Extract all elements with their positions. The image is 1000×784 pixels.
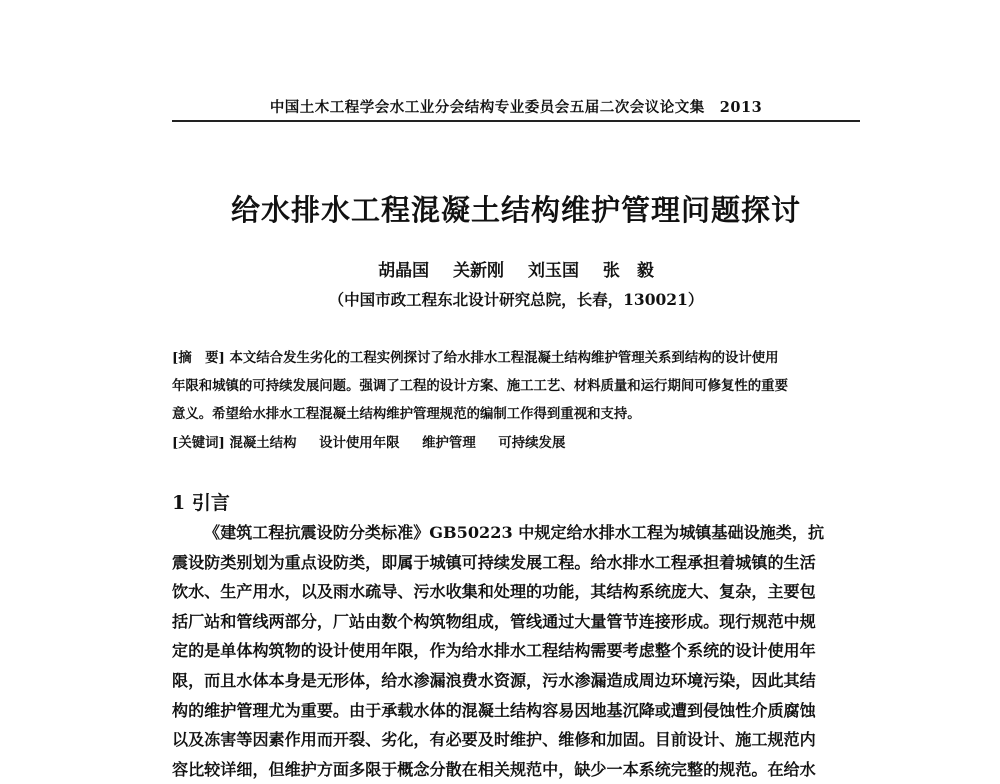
body-line: 饮水、生产用水，以及雨水疏导、污水收集和处理的功能，其结构系统庞大、复杂，主要包 bbox=[172, 582, 816, 602]
keywords-label: [关键词] bbox=[172, 435, 225, 451]
running-header: 中国土木工程学会水工业分会结构专业委员会五届二次会议论文集 2013 bbox=[269, 99, 763, 116]
author-name: 刘玉国 bbox=[527, 261, 579, 281]
author-name: 胡晶国 bbox=[378, 261, 430, 281]
section-heading: 1 引言 bbox=[172, 492, 230, 514]
abstract-line: 意义。希望给水排水工程混凝土结构维护管理规范的编制工作得到重视和支持。 bbox=[172, 406, 641, 422]
keyword: 设计使用年限 bbox=[319, 435, 400, 451]
paper-title: 给水排水工程混凝土结构维护管理问题探讨 bbox=[230, 193, 801, 227]
body-line: 容比较详细，但维护方面多限于概念分散在相关规范中，缺少一本系统完整的规范。在给水 bbox=[172, 759, 816, 779]
affiliation: （中国市政工程东北设计研究总院，长春，130021） bbox=[328, 290, 704, 309]
keyword: 可持续发展 bbox=[498, 435, 566, 451]
body-line: 震设防类别划为重点设防类，即属于城镇可持续发展工程。给水排水工程承担着城镇的生活 bbox=[172, 552, 816, 572]
keyword: 混凝土结构 bbox=[229, 435, 297, 451]
body-line: 构的维护管理尤为重要。由于承载水体的混凝土结构容易因地基沉降或遭到侵蚀性介质腐蚀 bbox=[172, 700, 816, 720]
author-name: 张 毅 bbox=[602, 261, 654, 281]
body-line: 限，而且水体本身是无形体，给水渗漏浪费水资源，污水渗漏造成周边环境污染，因此其结 bbox=[172, 670, 816, 690]
author-list bbox=[172, 256, 860, 281]
header-rule bbox=[172, 120, 860, 122]
abstract-line: 年限和城镇的可持续发展问题。强调了工程的设计方案、施工工艺、材料质量和运行期间可修复性的重要 bbox=[172, 378, 788, 394]
body-line: 定的是单体构筑物的设计使用年限，作为给水排水工程结构需要考虑整个系统的设计使用年 bbox=[172, 641, 816, 661]
section-body bbox=[172, 518, 860, 784]
abstract bbox=[172, 344, 860, 428]
keywords bbox=[172, 432, 860, 451]
author-name: 关新刚 bbox=[453, 261, 505, 281]
body-line: 《建筑工程抗震设防分类标准》GB50223 中规定给水排水工程为城镇基础设施类，抗 bbox=[204, 523, 825, 542]
keyword: 维护管理 bbox=[422, 435, 476, 451]
body-line: 以及冻害等因素作用而开裂、劣化，有必要及时维护、维修和加固。目前设计、施工规范内 bbox=[172, 730, 816, 750]
abstract-line: [摘 要] 本文结合发生劣化的工程实例探讨了给水排水工程混凝土结构维护管理关系到结构的设计使用 bbox=[172, 350, 779, 366]
body-line: 括厂站和管线两部分，厂站由数个构筑物组成，管线通过大量管节连接形成。现行规范中规 bbox=[172, 611, 816, 631]
